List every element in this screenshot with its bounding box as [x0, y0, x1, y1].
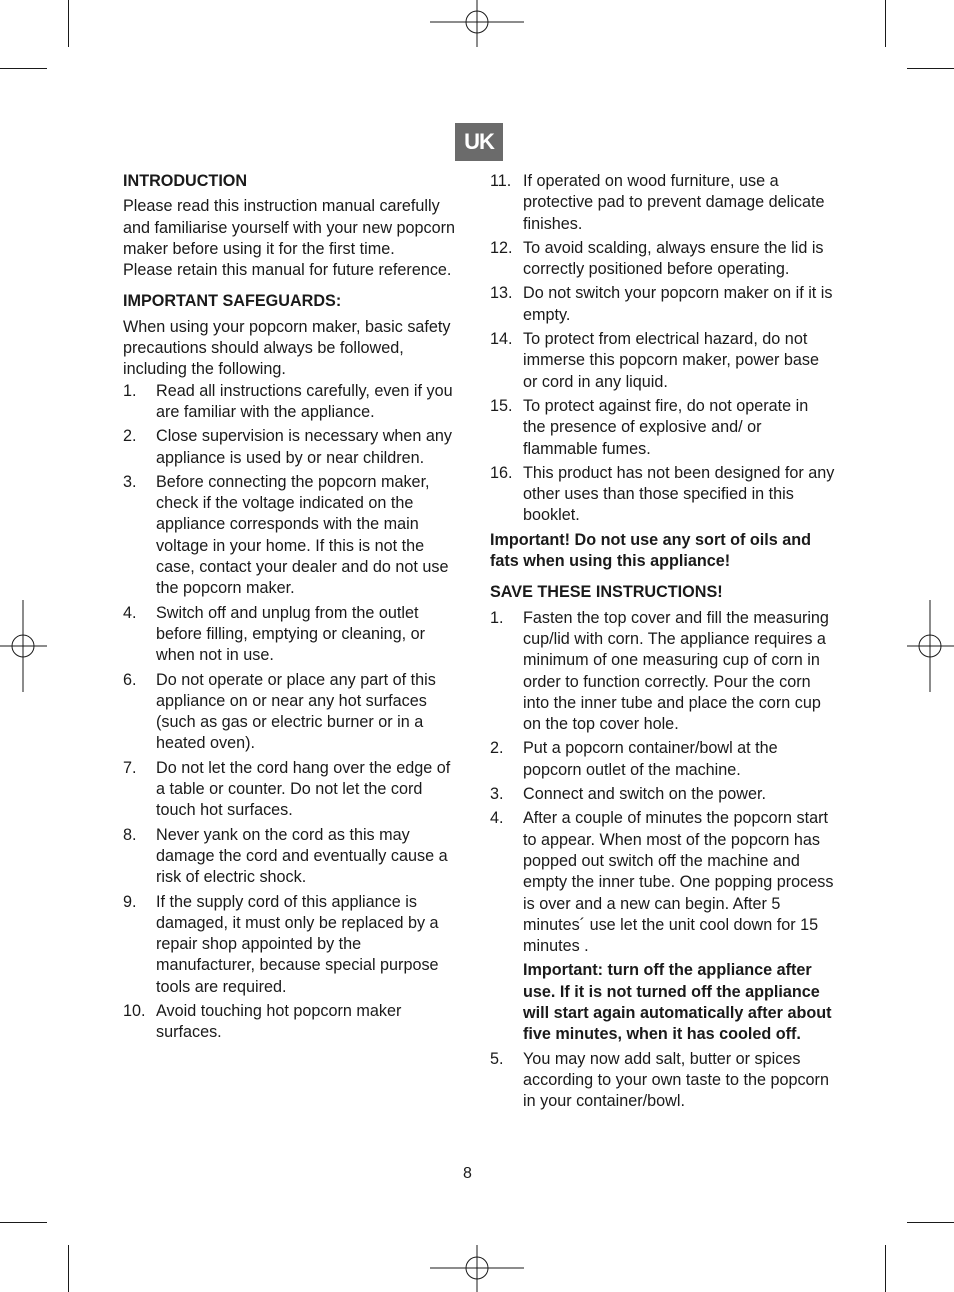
item-text: Put a popcorn container/bowl at the popcorn outlet of the machine. [523, 739, 778, 779]
left-column [123, 171, 463, 1047]
oil-warning: Important! Do not use any sort of oils and fats when using this appliance! [490, 530, 812, 571]
item-number: 13. [490, 284, 513, 303]
item-text: Switch off and unplug from the outlet before filling, emptying or cleaning, or when not in use. [156, 603, 426, 665]
introduction-paragraph: Please retain this manual for future reference. [123, 261, 452, 280]
instructions-list-end [490, 1049, 835, 1113]
item-text: Read all instructions carefully, even if you are familiar with the appliance. [156, 381, 453, 421]
save-instructions-heading: SAVE THESE INSTRUCTIONS! [490, 583, 723, 602]
crop-mark [0, 1222, 47, 1223]
crop-mark [68, 0, 69, 47]
item-number: 2. [490, 739, 504, 758]
item-text: To protect against fire, do not operate in the presence of explosive and/ or flammable fumes. [523, 396, 809, 458]
list-item [123, 825, 463, 889]
crop-mark [907, 68, 954, 69]
item-number: 6. [123, 670, 137, 689]
item-number: 16. [490, 463, 513, 482]
safeguards-list [123, 381, 463, 1044]
crop-mark [885, 0, 886, 47]
list-item [490, 738, 835, 781]
list-item [123, 670, 463, 755]
crop-mark [0, 68, 47, 69]
list-item [490, 784, 835, 805]
item-number: 4. [490, 809, 504, 828]
list-item [490, 463, 835, 527]
instructions-list [490, 608, 835, 958]
safeguards-intro: When using your popcorn maker, basic safety precautions should always be followed, including the following. [123, 317, 451, 379]
list-item [123, 892, 463, 998]
list-item [123, 426, 463, 469]
safeguards-list-continued [490, 171, 835, 527]
item-number: 4. [123, 603, 137, 622]
registration-mark-right [907, 600, 954, 692]
item-text: Close supervision is necessary when any appliance is used by or near children. [156, 427, 453, 467]
item-number: 8. [123, 825, 137, 844]
page-number: 8 [463, 1165, 472, 1182]
list-item [123, 603, 463, 667]
right-column [490, 171, 835, 1115]
list-item [490, 608, 835, 736]
list-item [123, 472, 463, 600]
item-text: If the supply cord of this appliance is damaged, it must only be replaced by a repair shop appointed by the manufacturer, because special purpose tools are required. [156, 892, 439, 996]
item-number: 2. [123, 427, 137, 446]
item-number: 15. [490, 396, 513, 415]
introduction-heading: INTRODUCTION [123, 172, 248, 190]
list-item [123, 758, 463, 822]
item-text: Do not operate or place any part of this appliance on or near any hot surfaces (such as gas or electric burner or in a heated oven). [156, 670, 436, 753]
crop-mark [68, 1245, 69, 1292]
list-item [490, 238, 835, 281]
item-text: You may now add salt, butter or spices according to your own taste to the popcorn in your container/bowl. [523, 1049, 829, 1111]
item-number: 12. [490, 238, 513, 257]
item-text: Fasten the top cover and fill the measuring cup/lid with corn. The appliance requires a minimum of one measuring cup of corn in order to function correctly. Pour the corn into the inner tube and place the corn cup on the top cover hole. [523, 608, 829, 734]
item-number: 3. [123, 472, 137, 491]
list-item [490, 329, 835, 393]
safeguards-heading: IMPORTANT SAFEGUARDS: [123, 292, 342, 311]
item-number: 11. [490, 172, 512, 190]
item-text: Avoid touching hot popcorn maker surfaces. [156, 1001, 402, 1042]
list-item [490, 171, 835, 235]
item-text: To avoid scalding, always ensure the lid is correctly positioned before operating. [523, 238, 824, 279]
item-number: 3. [490, 785, 504, 804]
list-item [490, 396, 835, 460]
item-number: 5. [490, 1049, 504, 1068]
registration-mark-top [430, 0, 524, 47]
item-text: Do not let the cord hang over the edge of a table or counter. Do not let the cord touch hot surfaces. [156, 758, 451, 820]
item-text: Before connecting the popcorn maker, check if the voltage indicated on the appliance corresponds with the main voltage in your home. If this is not the case, contact your dealer and do not use the popcorn maker. [156, 472, 449, 598]
item-number: 10. [123, 1001, 146, 1020]
item-text: This product has not been designed for any other uses than those specified in this booklet. [523, 463, 835, 525]
crop-mark [885, 1245, 886, 1292]
item-number: 9. [123, 892, 137, 911]
item-text: To protect from electrical hazard, do not immerse this popcorn maker, power base or cord in any liquid. [523, 330, 819, 391]
item-number: 14. [490, 330, 513, 349]
crop-mark [907, 1222, 954, 1223]
list-item [490, 283, 835, 326]
list-item [123, 381, 463, 424]
item-number: 7. [123, 758, 137, 777]
list-item [123, 1001, 463, 1044]
registration-mark-bottom [430, 1245, 524, 1292]
item-text: Connect and switch on the power. [523, 785, 766, 804]
list-item [490, 1049, 835, 1113]
registration-mark-left [0, 600, 47, 692]
language-badge: UK [455, 123, 503, 161]
item-number: 1. [123, 381, 137, 400]
auto-restart-warning: Important: turn off the appliance after use. If it is not turned off the appliance will start again automatically after about five minutes, when it has cooled off. [523, 961, 832, 1044]
item-text: After a couple of minutes the popcorn start to appear. When most of the popcorn has popped out switch off the machine and empty the inner tube. One popping process is over and a new can begin. After 5 minutes´ use let the unit cool down for 15 minutes . [523, 809, 834, 956]
item-text: Do not switch your popcorn maker on if it is empty. [523, 284, 833, 324]
item-text: Never yank on the cord as this may damage the cord and eventually cause a risk of electric shock. [156, 825, 448, 887]
item-text: If operated on wood furniture, use a protective pad to prevent damage delicate finishes. [523, 172, 825, 233]
item-number: 1. [490, 608, 504, 627]
list-item [490, 808, 835, 957]
introduction-paragraph: Please read this instruction manual carefully and familiarise yourself with your new popcorn maker before using it for the first time. [123, 197, 456, 258]
